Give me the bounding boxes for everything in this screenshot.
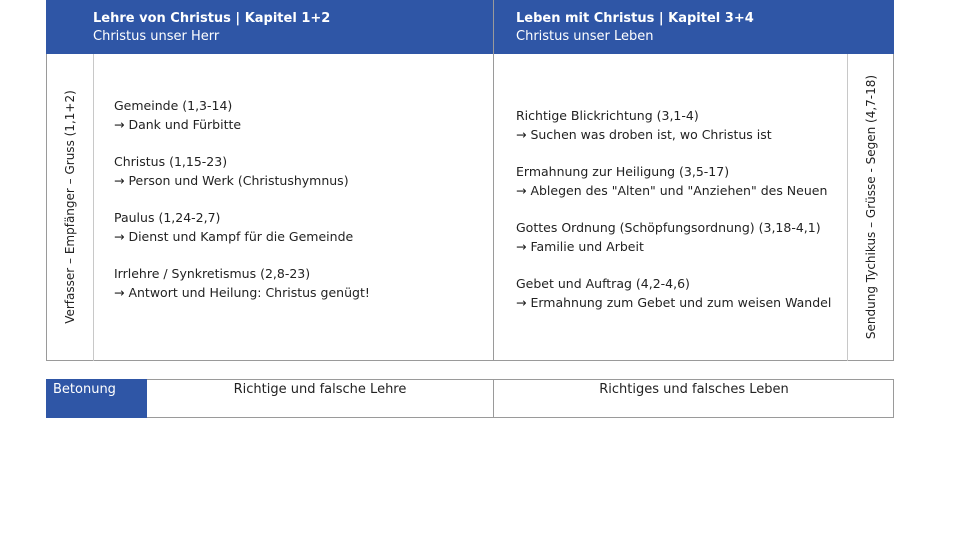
right-content (516, 106, 844, 330)
emphasis-left: Richtige und falsche Lehre (233, 382, 407, 397)
item-title: Gottes Ordnung (Schöpfungsordnung) (3,18-4,1) (516, 220, 821, 235)
item-title: Christus (1,15-23) (114, 154, 228, 169)
right-sidebar-label: Sendung Tychikus – Grüsse - Segen (4,7-18) (864, 74, 878, 340)
header-right-subtitle: Christus unser Leben (516, 29, 654, 44)
left-sidebar-label: Verfasser – Empfänger – Gruss (1,1+2) (63, 90, 77, 324)
item-sub: → Dank und Fürbitte (114, 117, 242, 132)
list-item (516, 218, 844, 256)
header-left (93, 0, 483, 54)
left-content (114, 96, 484, 320)
emphasis-right: Richtiges und falsches Leben (599, 382, 789, 397)
list-item (114, 96, 484, 134)
item-title: Gebet und Auftrag (4,2-4,6) (516, 276, 690, 291)
item-sub: → Familie und Arbeit (516, 239, 644, 254)
center-divider (493, 0, 494, 361)
list-item (114, 264, 484, 302)
right-sidebar (848, 54, 894, 361)
left-sidebar (47, 54, 93, 361)
item-title: Irrlehre / Synkretismus (2,8-23) (114, 266, 311, 281)
left-sidebar-divider (93, 54, 94, 361)
item-title: Gemeinde (1,3-14) (114, 98, 233, 113)
item-title: Richtige Blickrichtung (3,1-4) (516, 108, 699, 123)
item-sub: → Ermahnung zum Gebet und zum weisen Wandel (516, 295, 832, 310)
list-item (114, 208, 484, 246)
list-item (114, 152, 484, 190)
item-sub: → Person und Werk (Christushymnus) (114, 173, 349, 188)
header-left-title: Lehre von Christus | Kapitel 1+2 (93, 11, 331, 26)
list-item (516, 274, 844, 312)
header-right-title: Leben mit Christus | Kapitel 3+4 (516, 11, 754, 26)
item-title: Ermahnung zur Heiligung (3,5-17) (516, 164, 730, 179)
header-right (516, 0, 886, 54)
item-title: Paulus (1,24-2,7) (114, 210, 221, 225)
item-sub: → Suchen was droben ist, wo Christus ist (516, 127, 772, 142)
item-sub: → Dienst und Kampf für die Gemeinde (114, 229, 354, 244)
item-sub: → Ablegen des "Alten" und "Anziehen" des Neuen (516, 183, 828, 198)
list-item (516, 106, 844, 144)
header-left-subtitle: Christus unser Herr (93, 29, 220, 44)
emphasis-label: Betonung (46, 379, 147, 418)
item-sub: → Antwort und Heilung: Christus genügt! (114, 285, 370, 300)
list-item (516, 162, 844, 200)
